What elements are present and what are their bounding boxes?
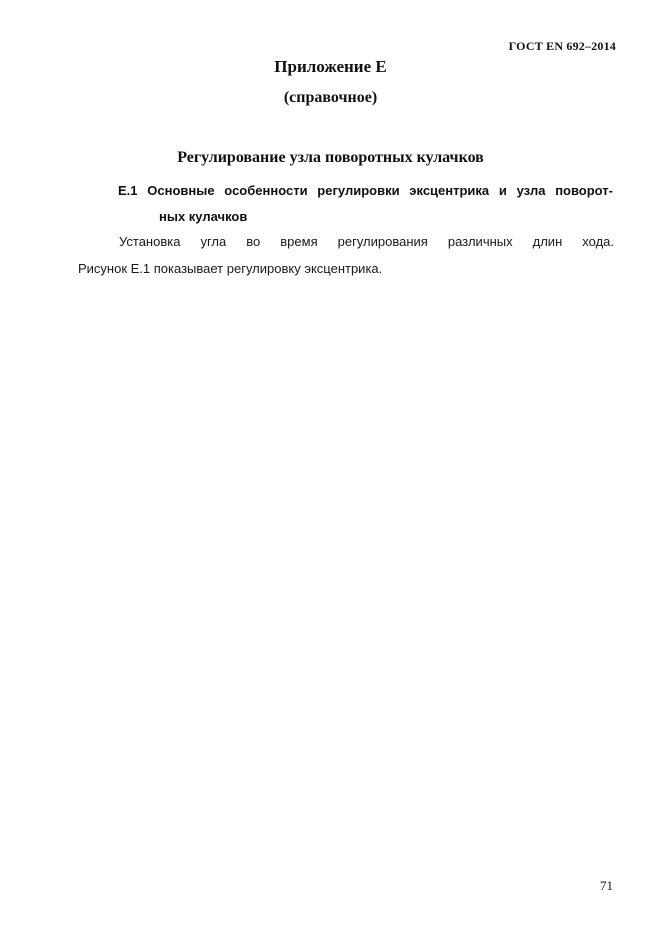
- body-paragraph-line-1: Установка угла во время регулирования различных длин хода.: [119, 234, 614, 249]
- page-number: 71: [600, 878, 613, 893]
- appendix-kind: (справочное): [283, 89, 378, 106]
- document-code: ГОСТ EN 692–2014: [508, 39, 616, 53]
- body-paragraph: [78, 228, 614, 282]
- subsection-heading: [118, 178, 613, 230]
- subsection-heading-line-1: Е.1 Основные особенности регулировки эксцентрика и узла поворот-: [118, 183, 613, 198]
- section-title: Регулирование узла поворотных кулачков: [177, 149, 484, 166]
- body-paragraph-line-2: Рисунок Е.1 показывает регулировку эксцентрика.: [78, 261, 383, 276]
- appendix-title: Приложение Е: [274, 57, 387, 76]
- subsection-heading-line-2: ных кулачков: [159, 209, 248, 224]
